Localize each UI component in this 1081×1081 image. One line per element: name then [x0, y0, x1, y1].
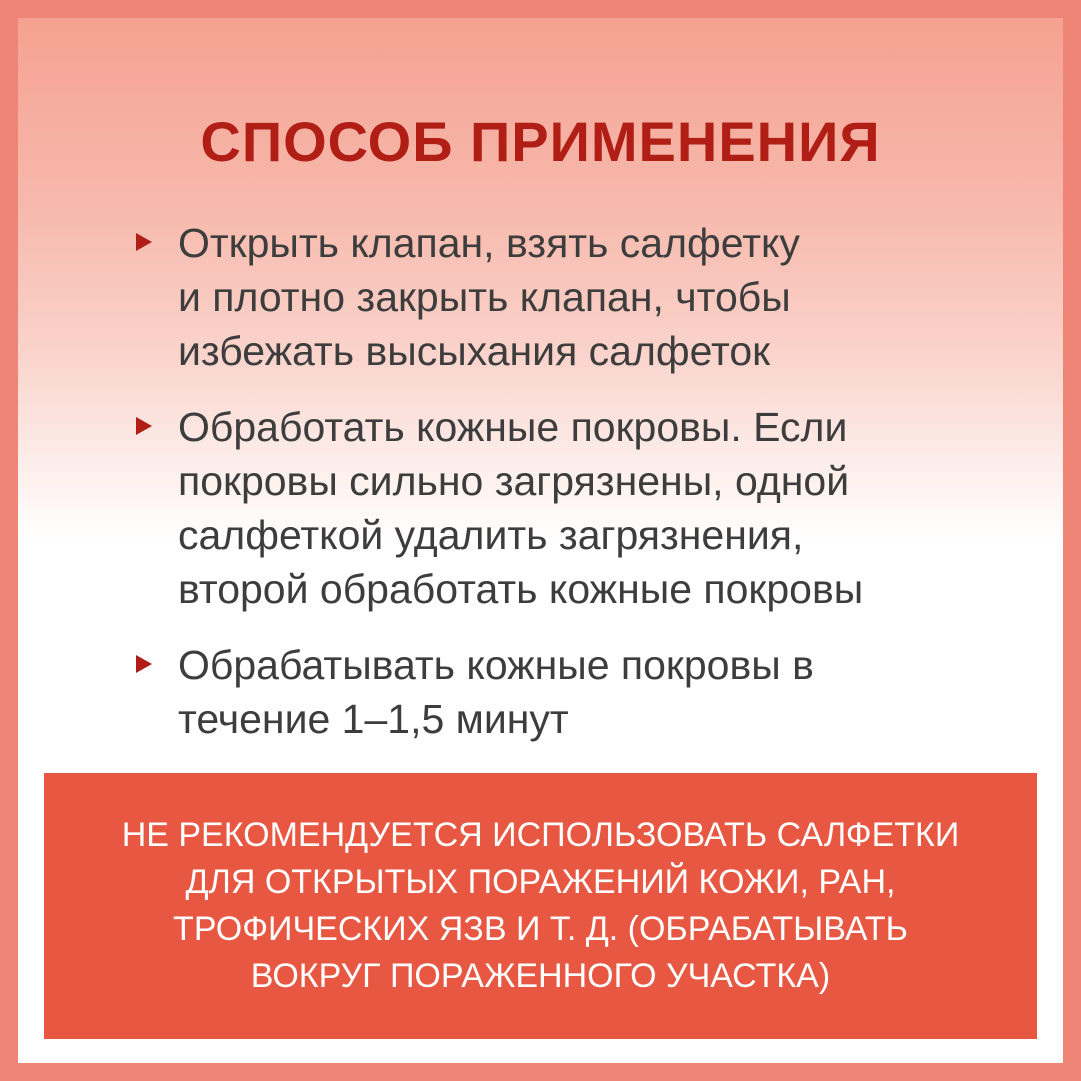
usage-step-text: Открыть клапан, взять салфетку и плотно закрыть клапан, чтобы избежать высыхания салфеток — [178, 220, 800, 374]
triangle-right-icon — [136, 655, 152, 673]
usage-steps-list — [130, 216, 1010, 768]
usage-step — [130, 638, 1010, 746]
usage-step — [130, 216, 1010, 378]
triangle-right-icon — [136, 233, 152, 251]
usage-step-text: Обработать кожные покровы. Если покровы сильно загрязнены, одной салфеткой удалить загрязнения, второй обработать кожные покровы — [178, 404, 864, 612]
usage-step-text: Обрабатывать кожные покровы в течение 1–1,5 минут — [178, 642, 814, 742]
page-title: СПОСОБ ПРИМЕНЕНИЯ — [200, 110, 881, 173]
triangle-right-icon — [136, 417, 152, 435]
warning-box — [44, 773, 1037, 1039]
usage-step — [130, 400, 1010, 616]
warning-text: НЕ РЕКОМЕНДУЕТСЯ ИСПОЛЬЗОВАТЬ САЛФЕТКИ ДЛЯ ОТКРЫТЫХ ПОРАЖЕНИЙ КОЖИ, РАН, ТРОФИЧЕСКИХ ЯЗВ И Т. Д. (ОБРАБАТЫВАТЬ ВОКРУГ ПОРАЖЕННОГО УЧАСТКА) — [121, 816, 960, 995]
